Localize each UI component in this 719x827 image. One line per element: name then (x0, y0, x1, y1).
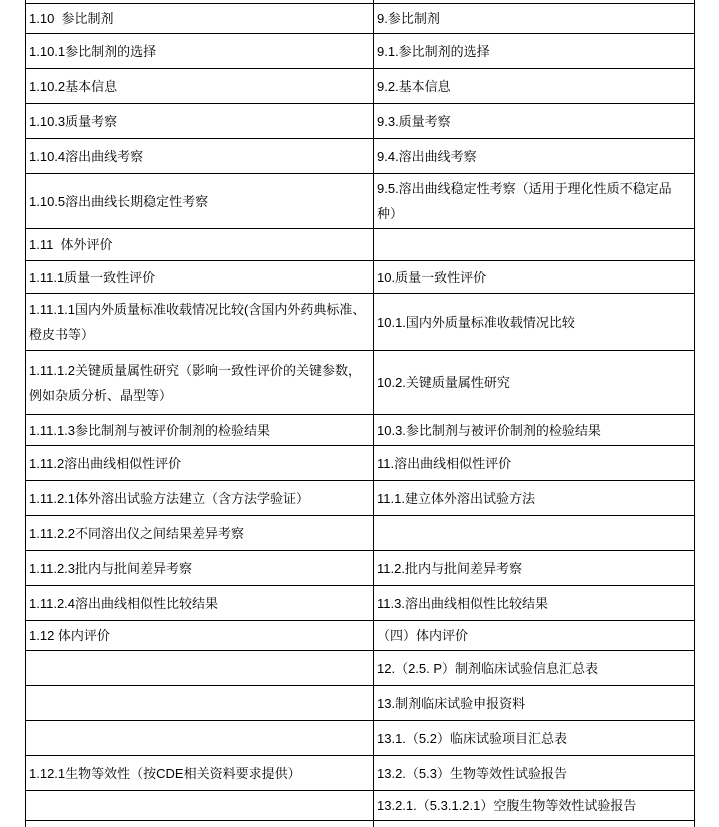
left-cell: 1.11.1.1国内外质量标准收载情况比较(含国内外药典标准、橙皮书等） (26, 294, 374, 351)
left-cell: 1.11 体外评价 (26, 229, 374, 261)
table-row (26, 686, 695, 721)
right-cell: 10.1.国内外质量标准收载情况比较 (374, 294, 695, 351)
table-row (26, 446, 695, 481)
right-cell: 9.5.溶出曲线稳定性考察（适用于理化性质不稳定品种） (374, 174, 695, 229)
left-cell: 1.10 参比制剂 (26, 4, 374, 34)
right-cell (374, 229, 695, 261)
right-cell: 13.1.（5.2）临床试验项目汇总表 (374, 721, 695, 756)
table-row (26, 351, 695, 415)
left-cell: 1.11.1质量一致性评价 (26, 261, 374, 294)
left-cell: 1.11.2.2不同溶出仪之间结果差异考察 (26, 516, 374, 551)
left-cell (26, 791, 374, 821)
right-cell: 13.2.1.（5.3.1.2.1）空腹生物等效性试验报告 (374, 791, 695, 821)
right-cell: 11.2.批内与批间差异考察 (374, 551, 695, 586)
right-cell: 9.参比制剂 (374, 4, 695, 34)
table-row (26, 174, 695, 229)
right-cell: 9.3.质量考察 (374, 104, 695, 139)
table-row (26, 229, 695, 261)
table-row (26, 551, 695, 586)
right-cell: 11.溶出曲线相似性评价 (374, 446, 695, 481)
table-row (26, 34, 695, 69)
table-row (26, 415, 695, 446)
left-cell (26, 651, 374, 686)
right-cell: 12.（2.5. P）制剂临床试验信息汇总表 (374, 651, 695, 686)
table-row (26, 4, 695, 34)
left-cell: 1.12.1生物等效性（按CDE相关资料要求提供） (26, 756, 374, 791)
left-cell: 1.10.4溶出曲线考察 (26, 139, 374, 174)
right-cell-cutoff (374, 821, 695, 827)
right-cell: 9.2.基本信息 (374, 69, 695, 104)
table-row (26, 516, 695, 551)
right-cell: 9.4.溶出曲线考察 (374, 139, 695, 174)
table-row (26, 586, 695, 621)
right-cell: 11.1.建立体外溶出试验方法 (374, 481, 695, 516)
table-row (26, 481, 695, 516)
left-cell: 1.12 体内评价 (26, 621, 374, 651)
comparison-table (25, 0, 695, 827)
right-cell (374, 516, 695, 551)
left-cell (26, 721, 374, 756)
table-row (26, 294, 695, 351)
left-cell (26, 686, 374, 721)
left-cell: 1.11.2.1体外溶出试验方法建立（含方法学验证） (26, 481, 374, 516)
table-row (26, 261, 695, 294)
left-cell: 1.11.1.3参比制剂与被评价制剂的检验结果 (26, 415, 374, 446)
table-row (26, 756, 695, 791)
left-cell-cutoff (26, 821, 374, 827)
right-cell: 10.2.关键质量属性研究 (374, 351, 695, 415)
table-row (26, 791, 695, 821)
table-row (26, 651, 695, 686)
table-row (26, 104, 695, 139)
left-cell: 1.11.2.3批内与批间差异考察 (26, 551, 374, 586)
table-row (26, 139, 695, 174)
left-cell: 1.11.2溶出曲线相似性评价 (26, 446, 374, 481)
right-cell: 9.1.参比制剂的选择 (374, 34, 695, 69)
left-cell: 1.10.3质量考察 (26, 104, 374, 139)
table-row (26, 621, 695, 651)
right-cell: 10.质量一致性评价 (374, 261, 695, 294)
right-cell: 13.2.（5.3）生物等效性试验报告 (374, 756, 695, 791)
right-cell: 11.3.溶出曲线相似性比较结果 (374, 586, 695, 621)
right-cell: 13.制剂临床试验申报资料 (374, 686, 695, 721)
table-row (26, 721, 695, 756)
left-cell: 1.10.5溶出曲线长期稳定性考察 (26, 174, 374, 229)
right-cell: （四）体内评价 (374, 621, 695, 651)
left-cell: 1.10.1参比制剂的选择 (26, 34, 374, 69)
right-cell: 10.3.参比制剂与被评价制剂的检验结果 (374, 415, 695, 446)
left-cell: 1.11.2.4溶出曲线相似性比较结果 (26, 586, 374, 621)
left-cell: 1.10.2基本信息 (26, 69, 374, 104)
table-row-partial-bottom (26, 821, 695, 827)
table-row (26, 69, 695, 104)
left-cell: 1.11.1.2关键质量属性研究（影响一致性评价的关键参数，例如杂质分析、晶型等） (26, 351, 374, 415)
